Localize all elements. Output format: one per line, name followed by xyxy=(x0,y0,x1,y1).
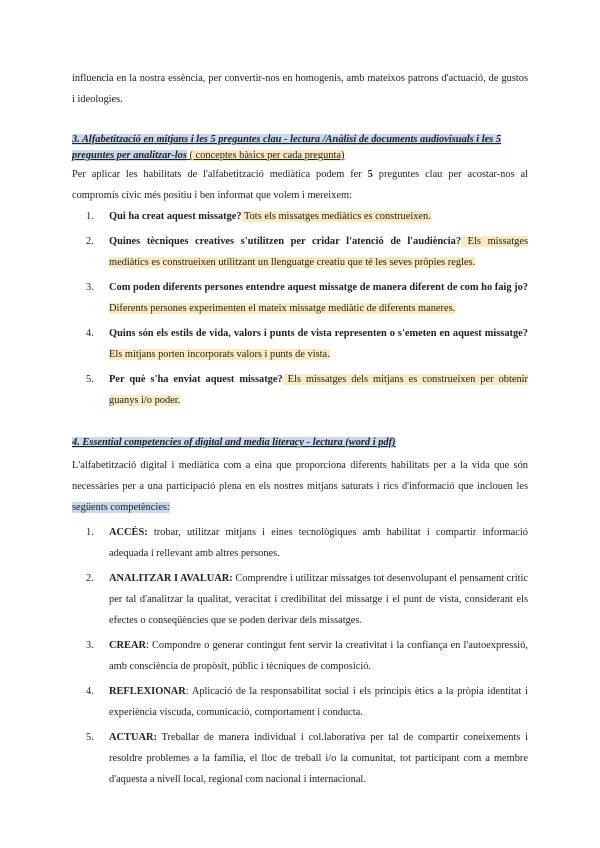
competency-item-5: 5. ACTUAR: Treballar de manera individual i col.laborativa per tal de compartir coneixements i resoldre problemes a la família, el lloc de treball i/o la comunitat, tot participant com a membre d'aquesta a nivell local, regional com nacional i internacional. xyxy=(86,732,528,785)
competencies-list xyxy=(72,522,528,790)
section-4-heading: 4. Essential competencies of digital and media literacy - lectura (word i pdf) xyxy=(72,437,396,448)
competency-item-2: 2. ANALITZAR I AVALUAR: Comprendre i utilitzar missatges tot desenvolupant el pensament crític per tal d'analitzar la qualitat, veracitat i credibilitat del missatge i el punt de vista, considerant els efectes o conseqüències que se poden derivar dels missatges. xyxy=(86,573,528,626)
section-3-heading xyxy=(72,132,528,164)
section-3-heading-note: ( conceptes bàsics per cada pregunta) xyxy=(189,150,345,161)
question-item-3: 3. Com poden diferents persones entendre aquest missatge de manera diferent de com ho faig jo? Diferents persones experimenten el mateix missatge mediàtic de diferents maneres. xyxy=(86,282,528,314)
question-item-5: 5. Per què s'ha enviat aquest missatge? Els missatges dels mitjans es construeixen per obtenir guanys i/o poder. xyxy=(86,374,528,406)
section-4-intro: L'alfabetització digital i mediàtica com a eina que proporciona diferents habilitats per a la vida que són necessàries per a una participació plena en els nostres mitjans saturats i rics d'informació que inclouen les següents competències: xyxy=(72,460,528,513)
section-4 xyxy=(72,435,528,790)
section-3-heading-text: 3. Alfabetització en mitjans i les 5 preguntes clau - lectura /Anàlisi de documents audiovisuals i les 5 preguntes per analitzar-los xyxy=(72,134,502,161)
competency-item-1: 1. ACCÉS: trobar, utilitzar mitjans i eines tecnològiques amb habilitat i compartir informació adequada i rellevant amb altres persones. xyxy=(86,527,528,559)
intro-continuation: influencia en la nostra essència, per convertir-nos en homogenis, amb mateixos patrons d'actuació, de gustos i ideologies. xyxy=(72,73,528,105)
competency-item-4: 4. REFLEXIONAR: Aplicació de la responsabilitat social i els principis ètics a la pròpia identitat i experiència viscuda, comunicació, comportament i conducta. xyxy=(86,686,528,718)
section-3-intro: Per aplicar les habilitats de l'alfabetització mediàtica podem fer 5 preguntes clau per acostar-nos al compromís cívic més positiu i ben informat que volem i mereixem: xyxy=(72,169,528,201)
section-3-question-list xyxy=(72,206,528,411)
section-3 xyxy=(72,132,528,411)
question-item-4: 4. Quins són els estils de vida, valors i punts de vista representen o s'emeten en aquest missatge? Els mitjans porten incorporats valors i punts de vista. xyxy=(86,328,528,360)
competency-item-3: 3. CREAR: Compondre o generar contingut fent servir la creativitat i la confiança en l'autoexpressió, amb consciència de propòsit, públic i tècniques de composició. xyxy=(86,640,528,672)
question-item-1: 1. Qui ha creat aquest missatge? Tots els missatges mediàtics es construeixen. xyxy=(86,211,431,222)
question-item-2: 2. Quines tècniques creatives s'utilitzen per cridar l'atenció de l'audiència? Els missatges mediàtics es construeixen utilitzant un llenguatge creatiu que té les seves pròpies regles. xyxy=(86,236,528,268)
